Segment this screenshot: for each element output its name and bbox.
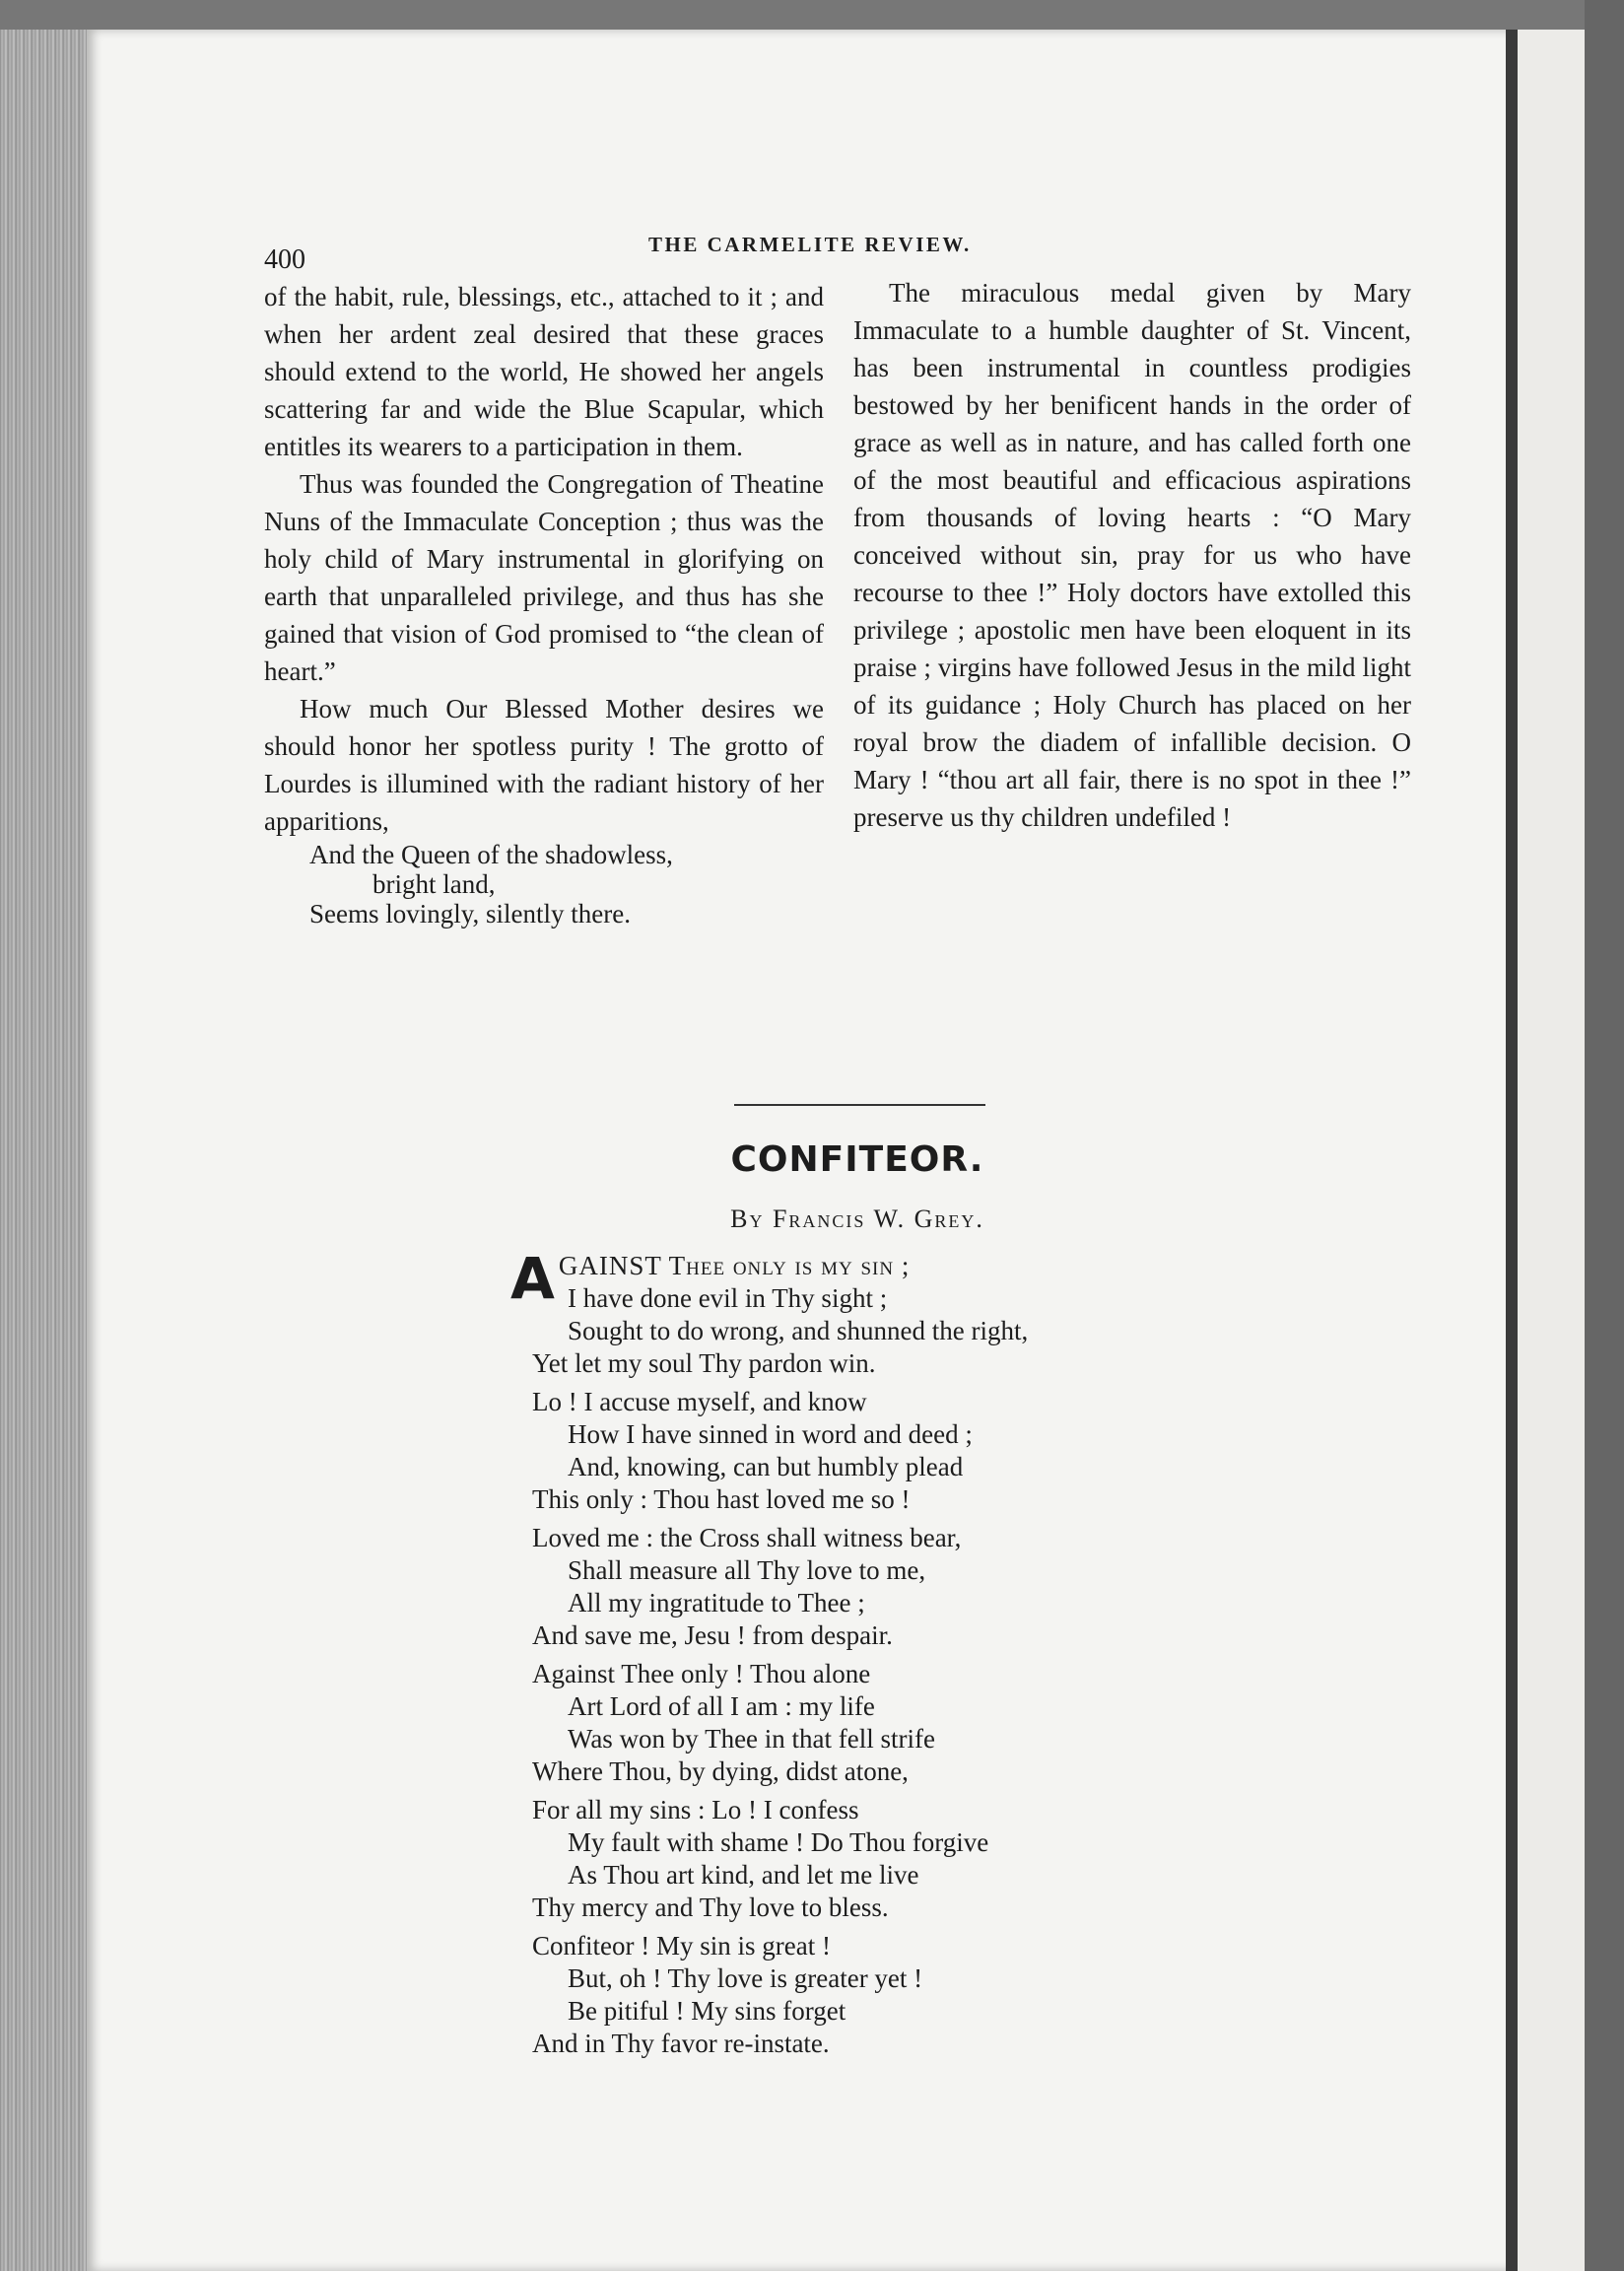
scan-right-edge <box>1585 0 1624 2271</box>
paragraph: The miraculous medal given by Mary Immaculate to a humble daughter of St. Vincent, has been instrumental in countless prodigies bestowed by her benificent hands in the order of grace as well as in nature, and has called forth one of the most beautiful and efficacious aspirations from thousands of loving hearts : “O Mary conceived without sin, pray for us who have recourse to thee !” Holy doctors have extolled this privilege ; apostolic men have been eloquent in its praise ; virgins have followed Jesus in the mild light of its guidance ; Holy Church has placed on her royal brow the diadem of infallible decision. O Mary ! “thou art all fair, there is no spot in thee !” preserve us thy children undefiled ! <box>853 278 1411 832</box>
drop-cap: A <box>510 1245 555 1312</box>
poem-line: How I have sinned in word and deed ; <box>568 1419 973 1449</box>
paragraph: How much Our Blessed Mother desires we should honor her spotless purity ! The grotto of Lourdes is illumined with the radiant history of her apparitions, <box>264 694 824 836</box>
poem-line: Thy mercy and Thy love to bless. <box>532 1892 889 1922</box>
poem-line: Confiteor ! My sin is great ! <box>532 1931 831 1961</box>
poem-line: And save me, Jesu ! from despair. <box>532 1620 893 1650</box>
poem-line: Loved me : the Cross shall witness bear, <box>532 1523 962 1552</box>
section-divider <box>734 1104 985 1106</box>
poem-line: I have done evil in Thy sight ; <box>568 1283 888 1313</box>
facing-page-edge <box>1518 30 1585 2271</box>
poem-line: This only : Thou hast loved me so ! <box>532 1484 911 1514</box>
quoted-verse <box>264 840 824 929</box>
poem-body <box>510 1245 1281 2066</box>
gutter-shadow <box>1506 30 1518 2271</box>
poem-line: As Thou art kind, and let me live <box>568 1860 919 1890</box>
book-spine-edge <box>0 30 91 2271</box>
verse-line: bright land, <box>372 869 496 899</box>
left-column <box>264 278 824 929</box>
poem-line: Shall measure all Thy love to me, <box>568 1555 926 1585</box>
poem-line: All my ingratitude to Thee ; <box>568 1588 865 1617</box>
right-column <box>853 274 1411 836</box>
poem-stanza <box>532 1658 1281 1788</box>
poem-stanza <box>532 1794 1281 1924</box>
poem-line: But, oh ! Thy love is greater yet ! <box>568 1963 923 1993</box>
poem-line: GAINST Thee only is my sin ; <box>558 1251 911 1280</box>
poem-line: Yet let my soul Thy pardon win. <box>532 1348 876 1378</box>
verse-line: Seems lovingly, silently there. <box>309 899 631 929</box>
poem-byline: By Francis W. Grey. <box>730 1204 984 1233</box>
scan-top-edge <box>0 0 1624 34</box>
poem-title: CONFITEOR. <box>730 1139 984 1180</box>
poem-line: Lo ! I accuse myself, and know <box>532 1387 867 1416</box>
poem-line: Against Thee only ! Thou alone <box>532 1659 871 1688</box>
verse-line: And the Queen of the shadowless, <box>309 840 673 869</box>
poem-line: For all my sins : Lo ! I confess <box>532 1795 859 1824</box>
paragraph: of the habit, rule, blessings, etc., attached to it ; and when her ardent zeal desired that these graces should extend to the world, He showed her angels scattering far and wide the Blue Scapular, which entitles its wearers to a participation in them. <box>264 282 824 461</box>
poem-line: Was won by Thee in that fell strife <box>568 1724 935 1754</box>
paragraph: Thus was founded the Congregation of Theatine Nuns of the Immaculate Conception ; thus was the holy child of Mary instrumental in glorifying on earth that unparalleled privilege, and thus has she gained that vision of God promised to “the clean of heart.” <box>264 469 824 686</box>
poem-line: My fault with shame ! Do Thou forgive <box>568 1827 989 1857</box>
poem-stanza <box>532 1930 1281 2060</box>
poem-stanza <box>510 1245 1281 1380</box>
poem-line: And in Thy favor re-instate. <box>532 2029 830 2058</box>
poem-line: And, knowing, can but humbly plead <box>568 1452 964 1481</box>
poem-line: Art Lord of all I am : my life <box>568 1691 875 1721</box>
poem-stanza <box>532 1522 1281 1652</box>
page-number: 400 <box>264 244 305 275</box>
poem-line: Where Thou, by dying, didst atone, <box>532 1756 909 1786</box>
poem-line: Be pitiful ! My sins forget <box>568 1996 846 2026</box>
running-title: THE CARMELITE REVIEW. <box>648 233 972 256</box>
poem-stanza <box>532 1386 1281 1516</box>
poem-line: Sought to do wrong, and shunned the right, <box>568 1316 1029 1345</box>
